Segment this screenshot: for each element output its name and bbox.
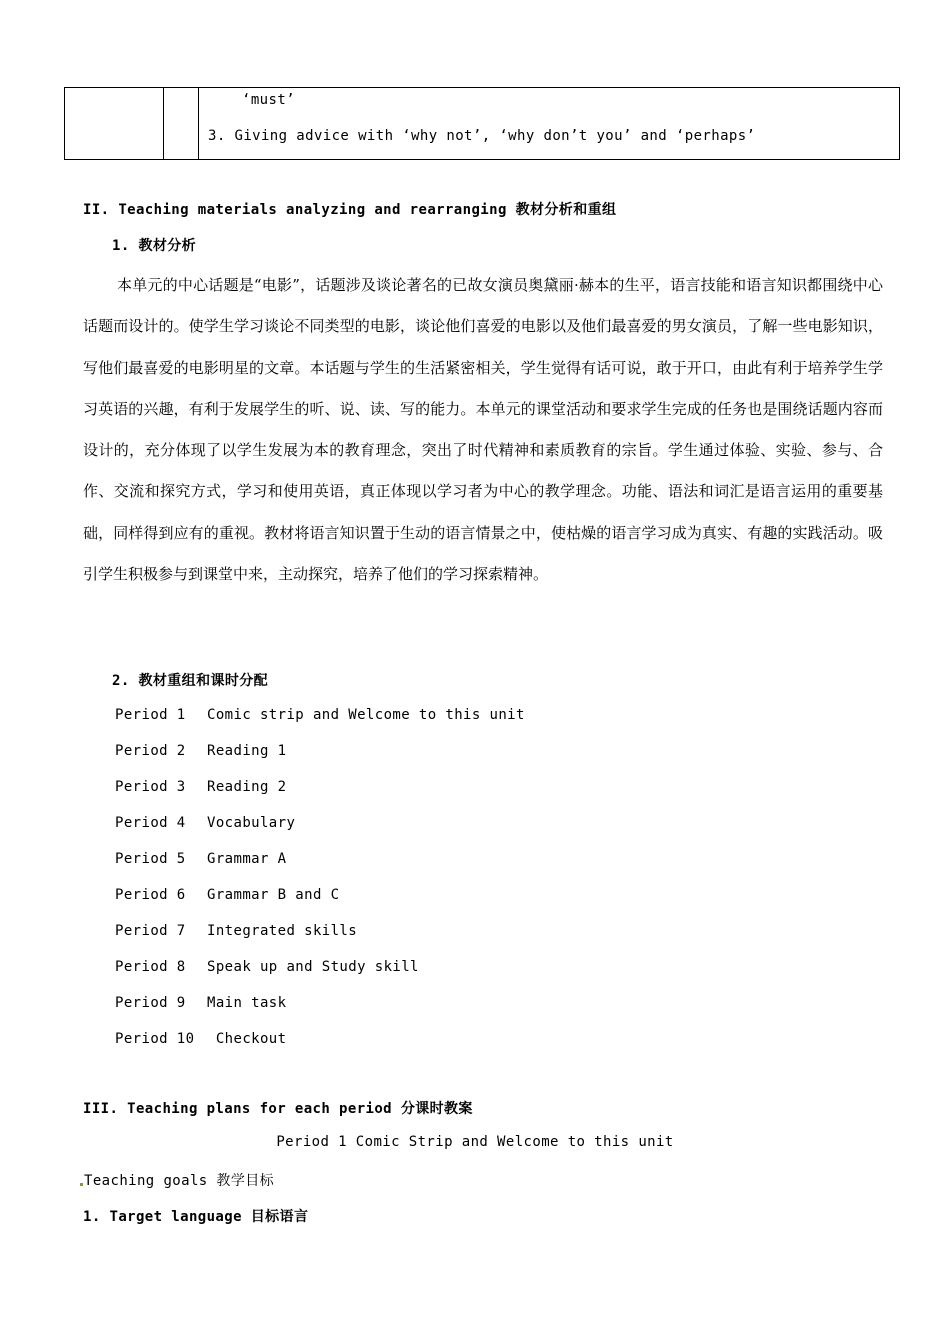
period-title: Speak up and Study skill <box>207 959 419 975</box>
period-label: Period 8 <box>115 959 186 975</box>
period-label: Period 10 <box>115 1031 195 1047</box>
period-title: Reading 1 <box>207 743 287 759</box>
period-title: Checkout <box>207 1031 287 1047</box>
list-item <box>115 740 525 776</box>
list-item <box>115 704 525 740</box>
table-fragment <box>64 87 900 160</box>
period-label: Period 4 <box>115 815 186 831</box>
subheading-rearrange: 2. 教材重组和课时分配 <box>112 673 269 689</box>
list-item <box>115 992 525 1028</box>
period-label: Period 1 <box>115 707 186 723</box>
list-item <box>115 884 525 920</box>
section-3-heading: III. Teaching plans for each period 分课时教案 <box>83 1101 473 1117</box>
period-title: Comic strip and Welcome to this unit <box>207 707 525 723</box>
list-item <box>115 920 525 956</box>
period-title: Reading 2 <box>207 779 287 795</box>
period-label: Period 2 <box>115 743 186 759</box>
period-list <box>115 704 525 1064</box>
period-label: Period 6 <box>115 887 186 903</box>
period-label: Period 9 <box>115 995 186 1011</box>
table-column-divider <box>198 88 199 159</box>
period-title: Vocabulary <box>207 815 296 831</box>
period-label: Period 7 <box>115 923 186 939</box>
section-2-heading: II. Teaching materials analyzing and rearranging 教材分析和重组 <box>83 202 617 218</box>
teaching-goals-heading: Teaching goals 教学目标 <box>84 1173 275 1189</box>
table-text-must: ‘must’ <box>242 92 295 108</box>
period-title: Grammar A <box>207 851 287 867</box>
period-title: Integrated skills <box>207 923 358 939</box>
period-label: Period 3 <box>115 779 186 795</box>
period-title: Grammar B and C <box>207 887 340 903</box>
period-title: Main task <box>207 995 287 1011</box>
list-item <box>115 1028 525 1064</box>
table-text-advice: 3. Giving advice with ‘why not’, ‘why don’t you’ and ‘perhaps’ <box>208 128 756 144</box>
target-language-heading: 1. Target language 目标语言 <box>83 1209 309 1225</box>
marker-dot <box>80 1183 83 1186</box>
list-item <box>115 848 525 884</box>
analysis-paragraph: 本单元的中心话题是“电影”，话题涉及谈论著名的已故女演员奥黛丽·赫本的生平，语言技能和语言知识都围绕中心话题而设计的。使学生学习谈论不同类型的电影，谈论他们喜爱的电影以及他们最喜爱的男女演员，了解一些电影知识，写他们最喜爱的电影明星的文章。本话题与学生的生活紧密相关，学生觉得有话可说，敢于开口，由此有利于培养学生学习英语的兴趣，有利于发展学生的听、说、读、写的能力。本单元的课堂活动和要求学生完成的任务也是围绕话题内容而设计的，充分体现了以学生发展为本的教育理念，突出了时代精神和素质教育的宗旨。学生通过体验、实验、参与、合作、交流和探究方式，学习和使用英语，真正体现以学习者为中心的教学理念。功能、语法和词汇是语言运用的重要基础，同样得到应有的重视。教材将语言知识置于生动的语言情景之中，使枯燥的语言学习成为真实、有趣的实践活动。吸引学生积极参与到课堂中来，主动探究，培养了他们的学习探索精神。 <box>83 276 883 584</box>
subheading-analysis: 1. 教材分析 <box>112 238 197 254</box>
list-item <box>115 776 525 812</box>
period-1-title: Period 1 Comic Strip and Welcome to this unit <box>276 1134 674 1150</box>
table-column-divider <box>163 88 164 159</box>
list-item <box>115 956 525 992</box>
period-label: Period 5 <box>115 851 186 867</box>
list-item <box>115 812 525 848</box>
